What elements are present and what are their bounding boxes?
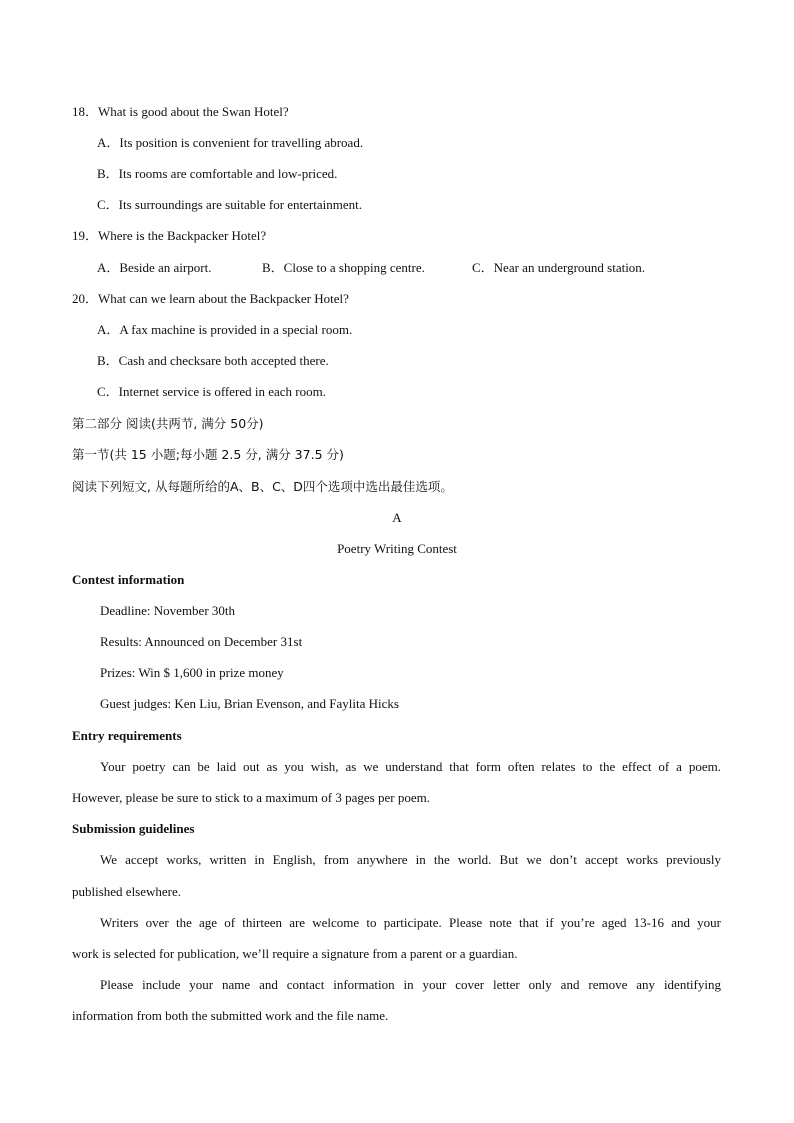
part-two-heading: 第二部分 阅读(共两节, 满分 50分) (72, 416, 264, 431)
question-18-option-a: A．Its position is convenient for travelling abroad. (97, 135, 364, 150)
question-19-option-b: B．Close to a shopping centre. (262, 260, 425, 275)
question-18-option-b: B．Its rooms are comfortable and low-priced. (97, 166, 338, 181)
section-one-heading: 第一节(共 15 小题;每小题 2.5 分, 满分 37.5 分) (72, 447, 344, 462)
question-18-stem: 18．What is good about the Swan Hotel? (72, 104, 289, 119)
submission-guidelines-heading: Submission guidelines (72, 821, 195, 836)
question-19-option-a: A．Beside an airport. (97, 260, 212, 275)
guideline-2-line-2: work is selected for publication, we’ll require a signature from a parent or a guardian. (72, 946, 518, 961)
question-20-stem: 20．What can we learn about the Backpacker Hotel? (72, 291, 349, 306)
passage-letter: A (392, 510, 402, 525)
question-20-option-b: B．Cash and checksare both accepted there. (97, 353, 329, 368)
question-20-option-c: C．Internet service is offered in each room. (97, 384, 326, 399)
judges-line: Guest judges: Ken Liu, Brian Evenson, and Faylita Hicks (100, 696, 399, 711)
question-18-option-c: C．Its surroundings are suitable for entertainment. (97, 197, 362, 212)
guideline-1-line-2: published elsewhere. (72, 884, 182, 899)
results-line: Results: Announced on December 31st (100, 634, 303, 649)
guideline-1-line-1: We accept works, written in English, from anywhere in the world. But we don’t accept works previously (100, 852, 721, 867)
contest-info-heading: Contest information (72, 572, 185, 587)
entry-paragraph-line-2: However, please be sure to stick to a maximum of 3 pages per poem. (72, 790, 430, 805)
entry-paragraph-line-1: Your poetry can be laid out as you wish, as we understand that form often relates to the effect of a poem. (100, 759, 721, 774)
passage-title: Poetry Writing Contest (337, 541, 457, 556)
guideline-2-line-1: Writers over the age of thirteen are welcome to participate. Please note that if you’re aged 13-16 and your (100, 915, 721, 930)
question-19-option-c: C．Near an underground station. (472, 260, 646, 275)
guideline-3-line-1: Please include your name and contact information in your cover letter only and remove any identifying (100, 977, 721, 992)
question-19-stem: 19．Where is the Backpacker Hotel? (72, 228, 267, 243)
reading-instruction: 阅读下列短文, 从每题所给的A、B、C、D四个选项中选出最佳选项。 (72, 479, 453, 494)
guideline-3-line-2: information from both the submitted work and the file name. (72, 1008, 389, 1023)
entry-requirements-heading: Entry requirements (72, 728, 182, 743)
deadline-line: Deadline: November 30th (100, 603, 236, 618)
question-20-option-a: A．A fax machine is provided in a special room. (97, 322, 353, 337)
prizes-line: Prizes: Win $ 1,600 in prize money (100, 665, 284, 680)
